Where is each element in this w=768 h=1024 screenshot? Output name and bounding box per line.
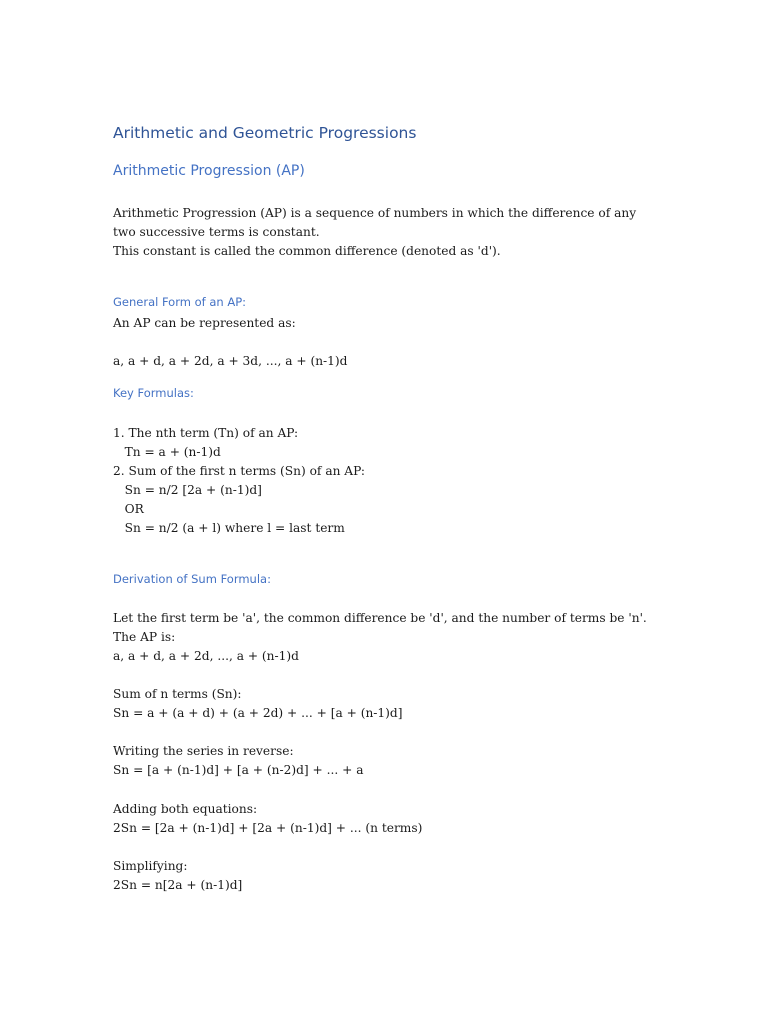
general-form-heading: General Form of an AP: xyxy=(113,295,247,309)
derivation-line: Sum of n terms (Sn): xyxy=(113,687,242,701)
derivation-paragraph-4 xyxy=(113,800,658,838)
key-formula-line: Tn = a + (n-1)d xyxy=(113,445,221,459)
derivation-line: a, a + d, a + 2d, ..., a + (n-1)d xyxy=(113,649,299,663)
derivation-paragraph-1 xyxy=(113,609,658,666)
general-form-text xyxy=(113,314,658,333)
general-form-expression xyxy=(113,352,658,371)
section-title-ap: Arithmetic Progression (AP) xyxy=(113,163,305,179)
key-formula-line: OR xyxy=(113,502,144,516)
key-formulas-heading: Key Formulas: xyxy=(113,386,194,400)
derivation-line: Simplifying: xyxy=(113,859,188,873)
key-formulas-list xyxy=(113,424,658,538)
derivation-line: Let the first term be 'a', the common difference be 'd', and the number of terms be 'n'. The AP is: xyxy=(113,611,647,644)
derivation-paragraph-3 xyxy=(113,742,658,780)
general-form-line-1: An AP can be represented as: xyxy=(113,316,296,330)
document-title: Arithmetic and Geometric Progressions xyxy=(113,124,417,142)
derivation-line: Writing the series in reverse: xyxy=(113,744,294,758)
key-formula-line: Sn = n/2 (a + l) where l = last term xyxy=(113,521,345,535)
derivation-paragraph-2 xyxy=(113,685,658,723)
derivation-line: 2Sn = n[2a + (n-1)d] xyxy=(113,878,243,892)
derivation-line: 2Sn = [2a + (n-1)d] + [2a + (n-1)d] + ... (n terms) xyxy=(113,821,423,835)
intro-line-1: Arithmetic Progression (AP) is a sequence of numbers in which the difference of any two successive terms is constant. xyxy=(113,206,637,239)
key-formula-line: 2. Sum of the first n terms (Sn) of an AP: xyxy=(113,464,365,478)
key-formula-line: Sn = n/2 [2a + (n-1)d] xyxy=(113,483,262,497)
derivation-line: Sn = a + (a + d) + (a + 2d) + ... + [a + (n-1)d] xyxy=(113,706,403,720)
intro-paragraph xyxy=(113,204,658,261)
derivation-paragraph-5 xyxy=(113,857,658,895)
derivation-line: Adding both equations: xyxy=(113,802,258,816)
intro-line-2: This constant is called the common difference (denoted as 'd'). xyxy=(113,244,501,258)
derivation-line: Sn = [a + (n-1)d] + [a + (n-2)d] + ... + a xyxy=(113,763,364,777)
key-formula-line: 1. The nth term (Tn) of an AP: xyxy=(113,426,299,440)
derivation-heading: Derivation of Sum Formula: xyxy=(113,572,271,586)
general-form-line-2: a, a + d, a + 2d, a + 3d, ..., a + (n-1)d xyxy=(113,354,348,368)
